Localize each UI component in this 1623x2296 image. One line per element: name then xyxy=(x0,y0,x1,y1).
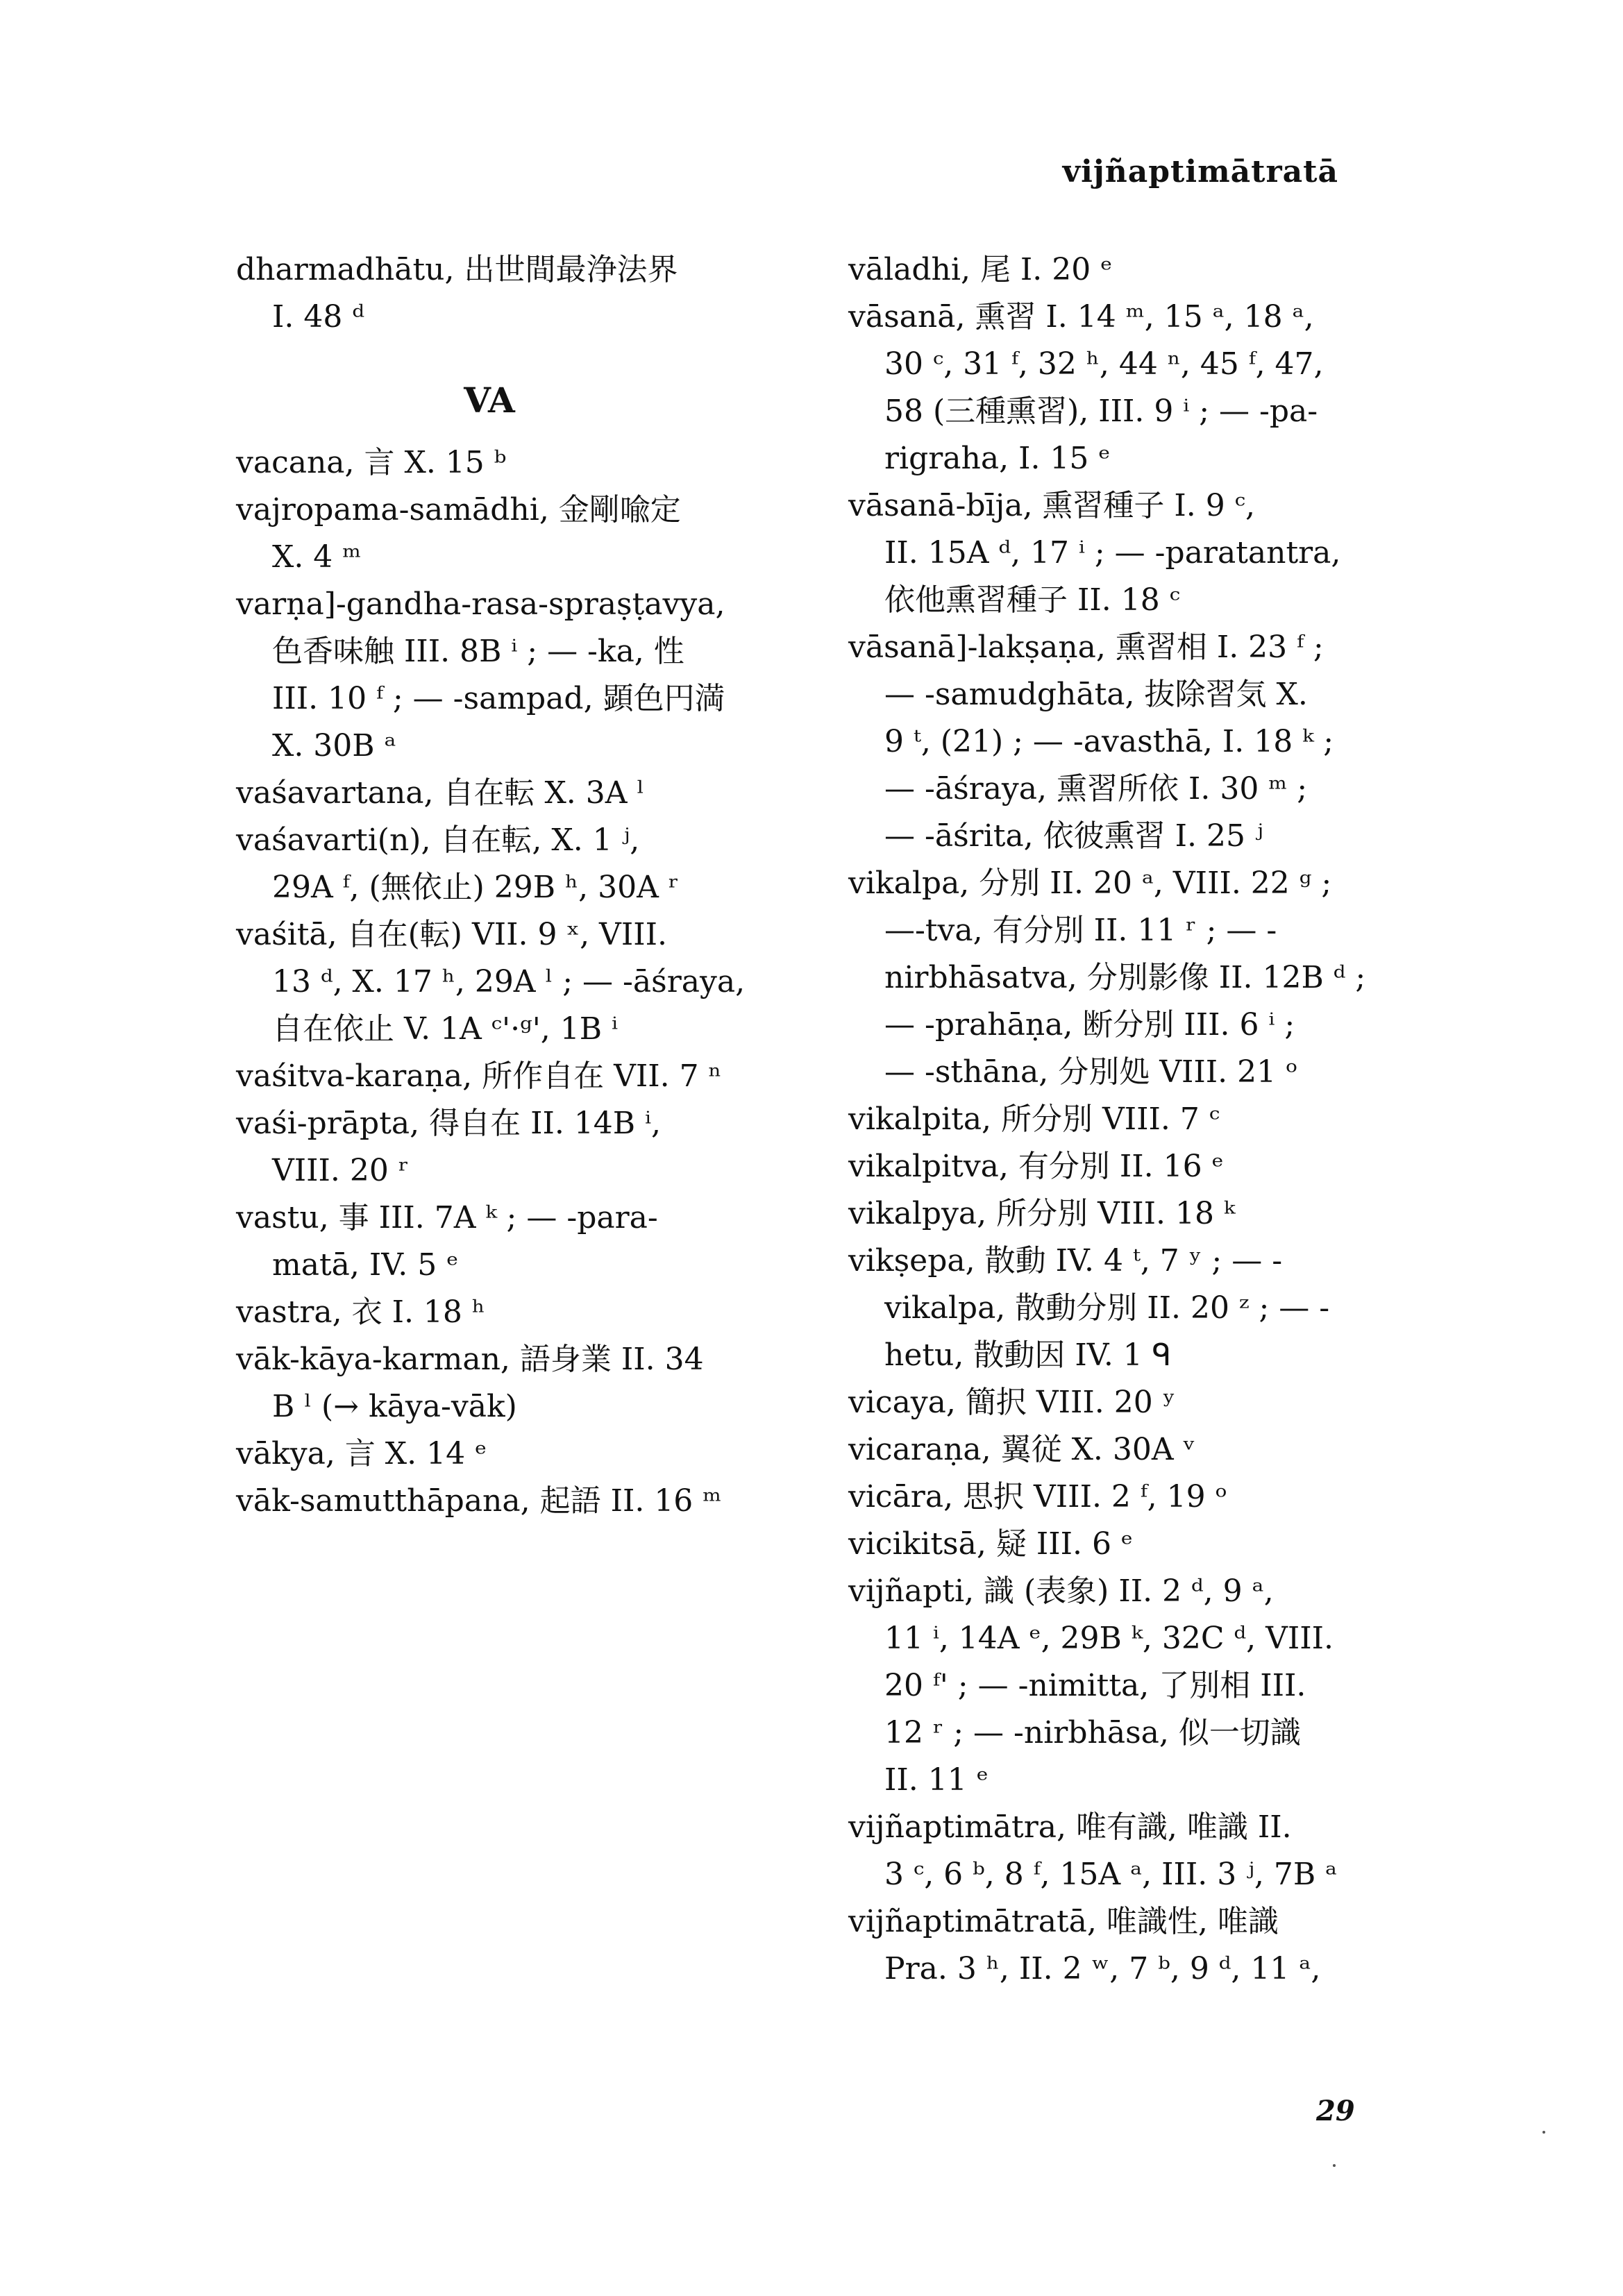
index-entry: dharmadhātu, 出世間最浄法界 I. 48 ᵈ xyxy=(236,252,678,335)
index-entry: vajropama-samādhi, 金剛喩定 X. 4 ᵐ xyxy=(236,492,681,575)
index-entry: vijñaptimātratā, 唯識性, 唯識 Pra. 3 ʰ, II. 2 ʷ, 7 ᵇ, 9 ᵈ, 11 ᵃ, xyxy=(848,1904,1321,1986)
section-heading: VA xyxy=(464,380,515,421)
index-entry: vikalpya, 所分別 VIII. 18 ᵏ xyxy=(848,1196,1236,1231)
index-entry: vāsanā]-lakṣaṇa, 熏習相 I. 23 ᶠ ; — -samudghāta, 抜除習気 X. 9 ᵗ, (21) ; — -avasthā, I. 18 ᵏ ; — -āśraya, 熏習所依 I. 30 ᵐ ; — -āśrita, 依彼熏習 I. 25 ʲ xyxy=(848,630,1334,854)
index-entry: vāladhi, 尾 I. 20 ᵉ xyxy=(848,252,1113,287)
index-entry: vijñapti, 識 (表象) II. 2 ᵈ, 9 ᵃ, 11 ⁱ, 14A ᵉ, 29B ᵏ, 32C ᵈ, VIII. 20 ᶠ' ; — -nimitta, 了別相 III. 12 ʳ ; — -nirbhāsa, 似一切識 II. 11 ᵉ xyxy=(848,1573,1334,1798)
speck-mark xyxy=(1542,2131,1545,2134)
index-entry: vacana, 言 X. 15 ᵇ xyxy=(236,445,507,480)
index-entry: vikalpitva, 有分別 II. 16 ᵉ xyxy=(848,1149,1224,1184)
index-entry: vikalpa, 分別 II. 20 ᵃ, VIII. 22 ᵍ ; —-tva, 有分別 II. 11 ʳ ; — - nirbhāsatva, 分別影像 II. 12B ᵈ ; — -prahāṇa, 断分別 III. 6 ⁱ ; — -sthāna, 分別処 VIII. 21 ᵒ xyxy=(848,866,1366,1090)
speck-mark xyxy=(1333,2164,1336,2167)
page-number: 29 xyxy=(1316,2095,1355,2127)
index-entry: vāsanā-bīja, 熏習種子 I. 9 ᶜ, II. 15A ᵈ, 17 ⁱ ; — -paratantra, 依他熏習種子 II. 18 ᶜ xyxy=(848,488,1341,618)
index-entry: vicāra, 思択 VIII. 2 ᶠ, 19 ᵒ xyxy=(848,1479,1227,1514)
right-column xyxy=(848,246,1397,1993)
index-entry: vāsanā, 熏習 I. 14 ᵐ, 15 ᵃ, 18 ᵃ, 30 ᶜ, 31 ᶠ, 32 ʰ, 44 ⁿ, 45 ᶠ, 47, 58 (三種熏習), III. 9 ⁱ ; — -pa- rigraha, I. 15 ᵉ xyxy=(848,299,1324,476)
index-entry: vikṣepa, 散動 IV. 4 ᵗ, 7 ʸ ; — - vikalpa, 散動分別 II. 20 ᶻ ; — - hetu, 散動因 IV. 1 ᑫ xyxy=(848,1243,1330,1373)
index-entry: vicikitsā, 疑 III. 6 ᵉ xyxy=(848,1526,1133,1562)
index-entry: vaśavarti(n), 自在転, X. 1 ʲ, 29A ᶠ, (無依止) 29B ʰ, 30A ʳ xyxy=(236,822,680,905)
index-entry: vicaya, 簡択 VIII. 20 ʸ xyxy=(848,1385,1176,1420)
index-entry: vākya, 言 X. 14 ᵉ xyxy=(236,1436,487,1471)
left-column xyxy=(236,246,784,1525)
index-entry: varṇa]-gandha-rasa-spraṣṭavya, 色香味触 III. 8B ⁱ ; — -ka, 性 III. 10 ᶠ ; — -sampad, 顕色円満 X. 30B ᵃ xyxy=(236,586,725,763)
index-entry: vijñaptimātra, 唯有識, 唯識 II. 3 ᶜ, 6 ᵇ, 8 ᶠ, 15A ᵃ, III. 3 ʲ, 7B ᵃ xyxy=(848,1809,1338,1892)
index-entry: vāk-samutthāpana, 起語 II. 16 ᵐ xyxy=(236,1483,722,1519)
running-head: vijñaptimātratā xyxy=(1062,154,1338,189)
index-entry: vastra, 衣 I. 18 ʰ xyxy=(236,1294,485,1330)
index-entry: vaśavartana, 自在転 X. 3A ˡ xyxy=(236,775,645,811)
index-entry: vikalpita, 所分別 VIII. 7 ᶜ xyxy=(848,1101,1220,1137)
index-entry: vicaraṇa, 翼従 X. 30A ᵛ xyxy=(848,1432,1195,1467)
index-entry: vaśitva-karaṇa, 所作自在 VII. 7 ⁿ xyxy=(236,1058,722,1094)
index-entry: vāk-kāya-karman, 語身業 II. 34 B ˡ (→ kāya-vāk) xyxy=(236,1342,704,1424)
index-entry: vaśitā, 自在(転) VII. 9 ˣ, VIII. 13 ᵈ, X. 17 ʰ, 29A ˡ ; — -āśraya, 自在依止 V. 1A ᶜ'·ᵍ', 1B ⁱ xyxy=(236,917,746,1047)
index-entry: vaśi-prāpta, 得自在 II. 14B ⁱ, VIII. 20 ʳ xyxy=(236,1106,661,1188)
index-entry: vastu, 事 III. 7A ᵏ ; — -para- matā, IV. 5 ᵉ xyxy=(236,1200,658,1283)
